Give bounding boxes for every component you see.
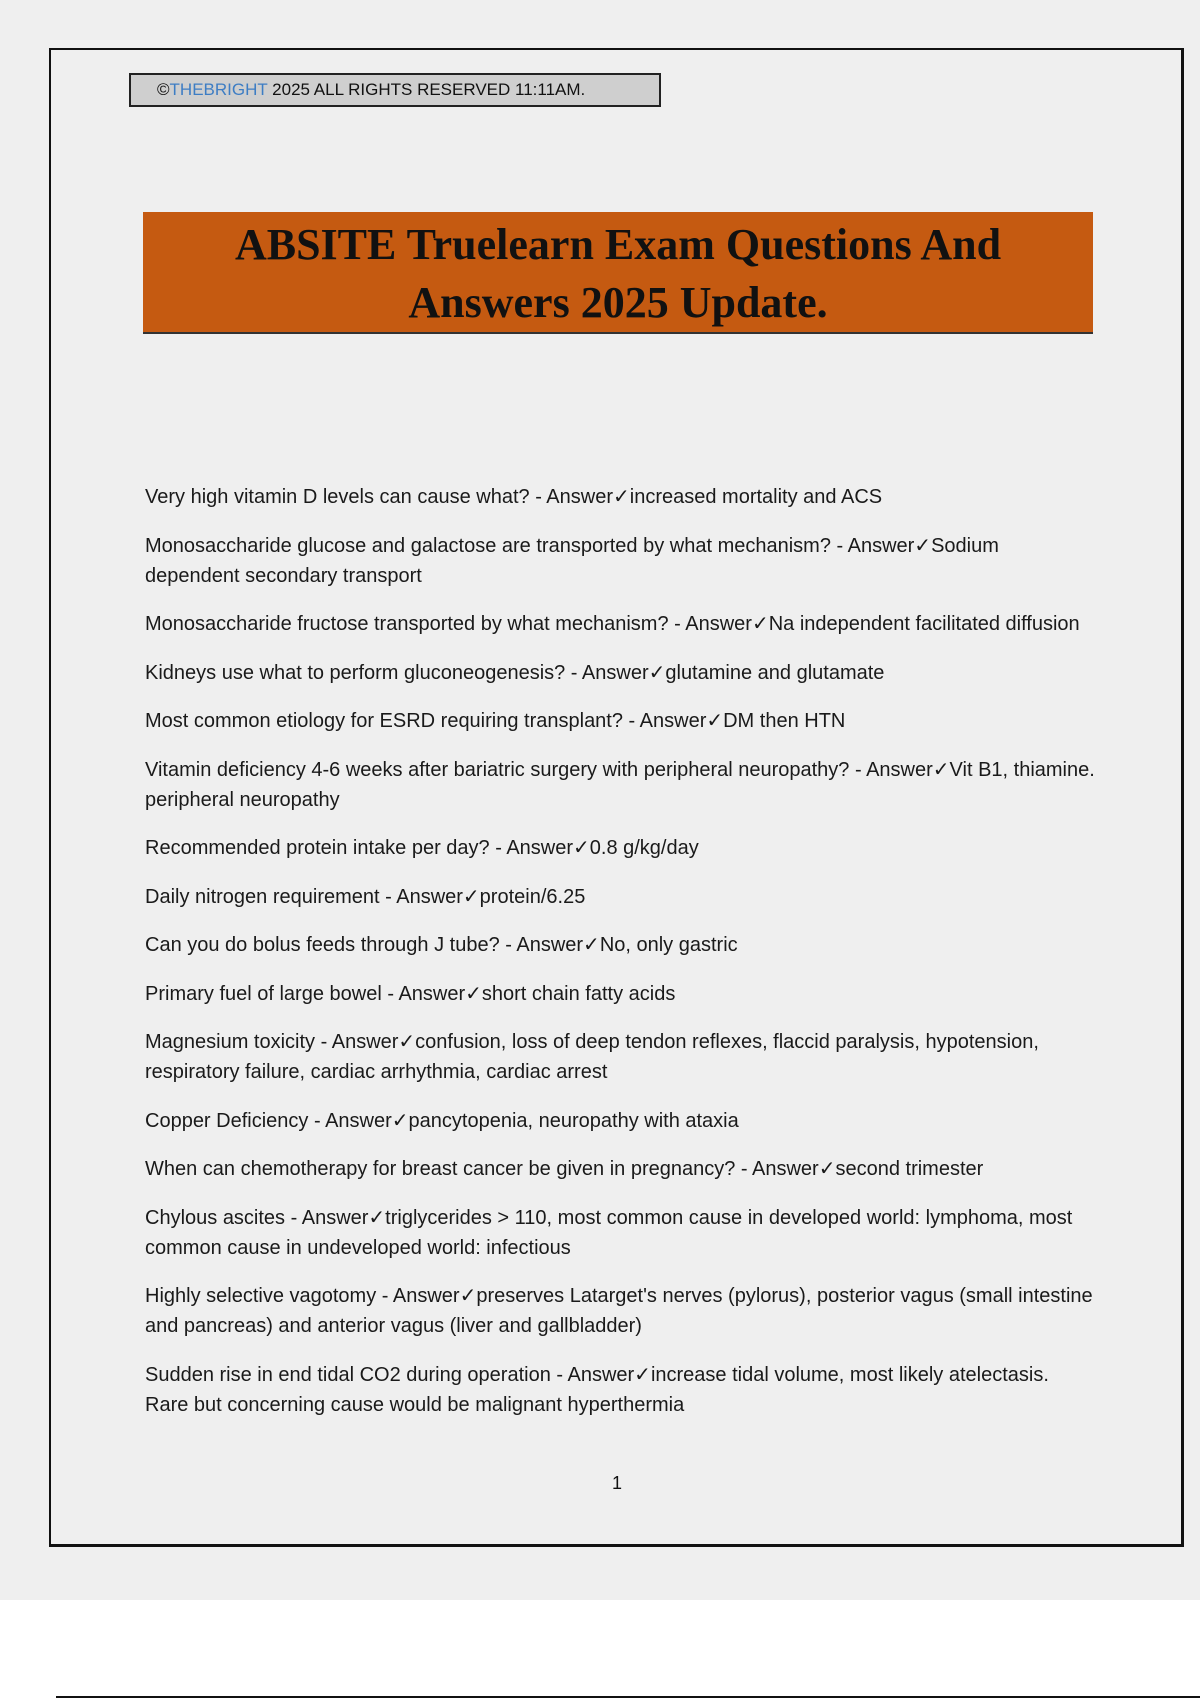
qa-item: Vitamin deficiency 4-6 weeks after bariatric surgery with peripheral neuropathy? - Answer✓Vit B1, thiamine. peripheral neuropathy [145, 758, 1095, 811]
brand-name: THEBRIGHT [169, 80, 268, 99]
qa-item: Can you do bolus feeds through J tube? - Answer✓No, only gastric [145, 934, 738, 956]
rights-text: 2025 ALL RIGHTS RESERVED 11:11AM. [267, 80, 586, 99]
qa-item: Recommended protein intake per day? - Answer✓0.8 g/kg/day [145, 837, 699, 859]
qa-item: Magnesium toxicity - Answer✓confusion, loss of deep tendon reflexes, flaccid paralysis, hypotension, respiratory failure, cardiac arrhythmia, cardiac arrest [145, 1031, 1039, 1083]
document-title [143, 212, 1093, 334]
qa-item: Copper Deficiency - Answer✓pancytopenia, neuropathy with ataxia [145, 1109, 739, 1132]
copyright-notice [129, 73, 661, 107]
qa-item: When can chemotherapy for breast cancer be given in pregnancy? - Answer✓second trimester [145, 1158, 984, 1180]
page-number: 1 [611, 1473, 622, 1493]
qa-item: Monosaccharide glucose and galactose are transported by what mechanism? - Answer✓Sodium dependent secondary transport [145, 534, 999, 587]
copyright-symbol: © [157, 80, 170, 99]
bottom-divider [56, 1696, 1200, 1698]
qa-item: Sudden rise in end tidal CO2 during operation - Answer✓increase tidal volume, most likely atelectasis. Rare but concerning cause would be malignant hyperthermia [145, 1363, 1049, 1416]
qa-item: Primary fuel of large bowel - Answer✓short chain fatty acids [145, 982, 676, 1005]
qa-item: Most common etiology for ESRD requiring transplant? - Answer✓DM then HTN [145, 710, 846, 732]
qa-item: Very high vitamin D levels can cause what? - Answer✓increased mortality and ACS [145, 486, 883, 508]
qa-item: Kidneys use what to perform gluconeogenesis? - Answer✓glutamine and glutamate [145, 661, 885, 684]
question-answer-list [145, 482, 1095, 1438]
title-line-2: Answers 2025 Update. [408, 278, 828, 327]
qa-item: Monosaccharide fructose transported by what mechanism? - Answer✓Na independent facilitated diffusion [145, 613, 1080, 635]
title-line-1: ABSITE Truelearn Exam Questions And [234, 220, 1002, 269]
qa-item: Chylous ascites - Answer✓triglycerides > 110, most common cause in developed world: lymphoma, most common cause in undeveloped world: infectious [145, 1206, 1073, 1259]
qa-item: Daily nitrogen requirement - Answer✓protein/6.25 [145, 885, 586, 908]
qa-item: Highly selective vagotomy - Answer✓preserves Latarget's nerves (pylorus), posterior vagus (small intestine and pancreas) and anterior vagus (liver and gallbladder) [145, 1285, 1093, 1337]
